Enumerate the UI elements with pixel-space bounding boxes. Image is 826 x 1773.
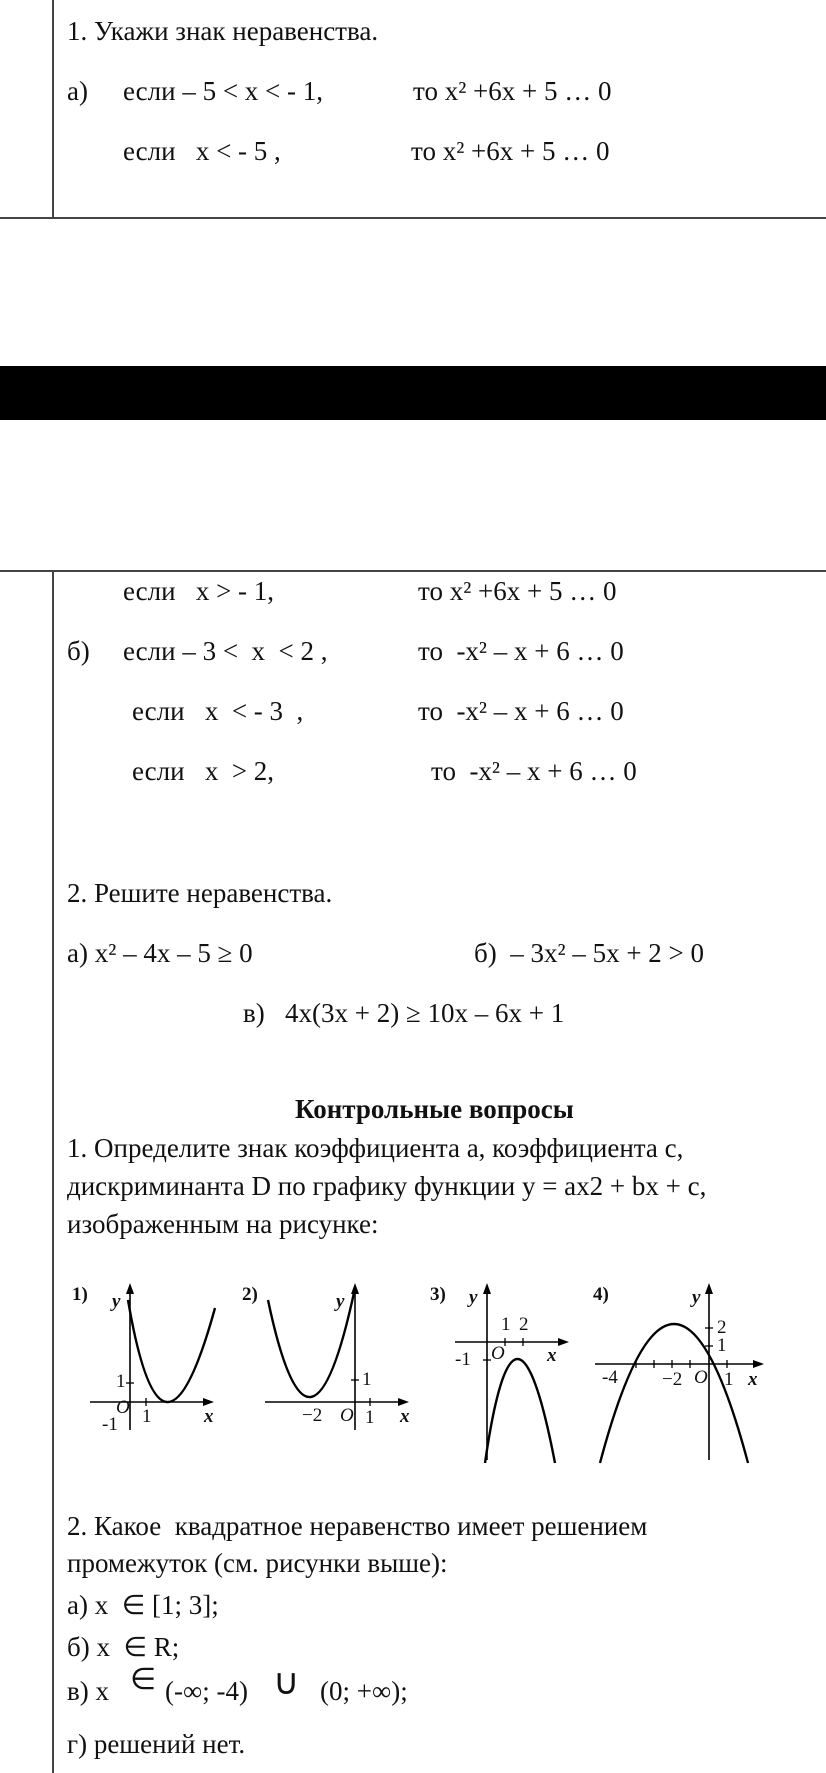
graph-3-origin: O: [491, 1343, 505, 1364]
graph-2-y-label: y: [336, 1291, 345, 1312]
a1-condition: если – 5 < x < - 1,: [123, 76, 324, 106]
graph-3-y-label: y: [469, 1287, 478, 1308]
graph-1-y-arrow: [126, 1283, 134, 1294]
graph-1-parabola: [128, 1300, 215, 1402]
graph-3-number: 3): [430, 1284, 446, 1305]
task2-a: а) x² – 4x – 5 ≥ 0: [67, 938, 253, 968]
q2-option-a: а) x ∈ [1; 3];: [67, 1590, 219, 1620]
q2-option-b: б) x ∈ R;: [67, 1632, 180, 1662]
q2-option-c-interval1: (-∞; -4): [165, 1676, 248, 1706]
graph-4-tick-1y: 1: [717, 1335, 727, 1356]
graph-3-tick-1: 1: [501, 1314, 511, 1335]
q2-option-c-interval2: (0; +∞);: [320, 1676, 408, 1706]
q2-option-c-union: ∪: [273, 1662, 300, 1702]
q2-line2: промежуток (см. рисунки выше):: [67, 1548, 448, 1578]
graph-3-x-label: x: [547, 1345, 557, 1366]
q1-line1: 1. Определите знак коэффициента а, коэффициента с,: [67, 1133, 684, 1163]
graph-4-origin: O: [694, 1367, 708, 1388]
graph-1: [70, 1280, 220, 1440]
graph-4-tick-2y: 2: [717, 1317, 727, 1338]
task1-title: 1. Укажи знак неравенства.: [67, 16, 379, 46]
graph-3-x-arrow: [558, 1338, 569, 1346]
graph-4-neg-two: −2: [662, 1369, 683, 1390]
graph-2-neg-two: −2: [302, 1405, 323, 1426]
graph-1-number: 1): [72, 1284, 88, 1305]
q2-line1: 2. Какое квадратное неравенство имеет решением: [67, 1511, 648, 1541]
graph-2-one-x: 1: [365, 1407, 375, 1428]
graph-2-number: 2): [242, 1284, 258, 1305]
b2-expression: то -x² – x + 6 … 0: [418, 696, 624, 726]
graph-4-neg-four: -4: [602, 1367, 618, 1388]
b3-condition: если x > 2,: [132, 756, 275, 786]
graph-4-x-label: x: [748, 1369, 758, 1390]
graph-1-origin: O: [116, 1397, 130, 1418]
task2-b: б) – 3x² – 5x + 2 > 0: [474, 938, 705, 968]
a2-condition: если x < - 5 ,: [123, 136, 281, 166]
left-border-top: [52, 0, 54, 218]
graph-1-one-x: 1: [142, 1406, 152, 1427]
a3-condition: если x > - 1,: [123, 576, 275, 606]
redaction-bar: [0, 366, 826, 420]
a3-expression: то x² +6x + 5 … 0: [418, 576, 617, 606]
task2-c: в) 4x(3x + 2) ≥ 10x – 6x + 1: [243, 998, 565, 1028]
graph-4-one-x: 1: [724, 1369, 734, 1390]
b3-expression: то -x² – x + 6 … 0: [431, 756, 637, 786]
graph-2: [240, 1280, 415, 1440]
graph-1-x-arrow: [203, 1398, 214, 1406]
q1-line3: изображенным на рисунке:: [67, 1209, 379, 1239]
graph-3-parabola: [485, 1359, 555, 1463]
graph-3-tick-2: 2: [519, 1314, 529, 1335]
graph-4-y-label: y: [692, 1287, 701, 1308]
graph-1-y-label: y: [112, 1291, 121, 1312]
q1-line2: дискриминанта D по графику функции y = ax2 + bx + c,: [67, 1171, 707, 1201]
graph-2-svg: [240, 1280, 415, 1440]
graph-3-neg-one: -1: [455, 1349, 471, 1370]
q2-option-c-element-of: ∈: [130, 1663, 157, 1696]
graph-4-x-arrow: [753, 1360, 764, 1368]
q2-option-c-prefix: в) x: [67, 1676, 109, 1706]
graph-4: [590, 1280, 765, 1465]
item-b-label: б): [67, 636, 90, 666]
graph-3-y-arrow: [483, 1283, 491, 1294]
item-a-label: а): [67, 76, 88, 106]
graph-4-y-arrow: [705, 1283, 713, 1294]
b1-condition: если – 3 < x < 2 ,: [123, 636, 328, 666]
divider-top: [0, 217, 826, 219]
graph-1-neg-one: -1: [102, 1414, 118, 1435]
graph-4-number: 4): [593, 1284, 609, 1305]
q2-option-d: г) решений нет.: [67, 1729, 246, 1759]
b2-condition: если x < - 3 ,: [132, 696, 304, 726]
a2-expression: то x² +6x + 5 … 0: [411, 136, 610, 166]
a1-expression: то x² +6x + 5 … 0: [413, 76, 612, 106]
graph-1-one-y: 1: [116, 1371, 126, 1392]
graph-3-svg: [425, 1280, 575, 1465]
graph-2-one-y: 1: [362, 1369, 372, 1390]
control-questions-title: Контрольные вопросы: [295, 1094, 574, 1124]
divider-bottom: [0, 570, 826, 572]
graph-2-x-label: x: [400, 1406, 410, 1427]
graph-2-origin: O: [340, 1405, 354, 1426]
graph-2-x-arrow: [398, 1398, 409, 1406]
task2-title: 2. Решите неравенства.: [67, 878, 333, 908]
graph-3: [425, 1280, 575, 1465]
graph-1-x-label: x: [204, 1406, 214, 1427]
b1-expression: то -x² – x + 6 … 0: [418, 636, 624, 666]
left-border-bottom: [52, 570, 54, 1773]
